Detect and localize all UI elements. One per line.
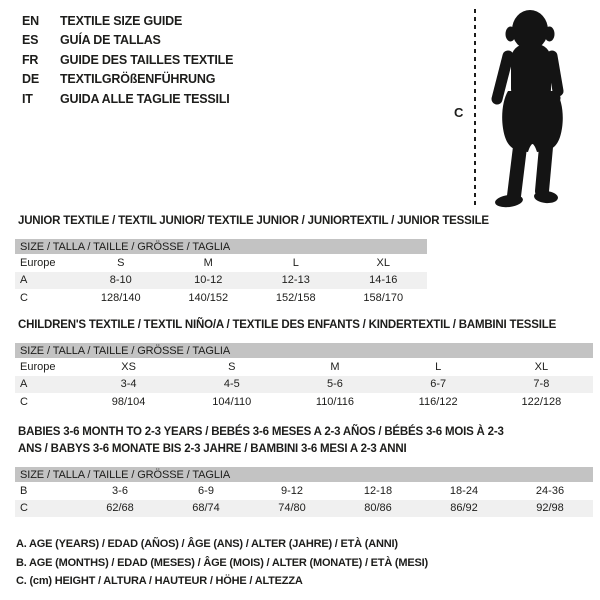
table-title: CHILDREN'S TEXTILE / TEXTIL NIÑO/A / TEXTILE DES ENFANTS / KINDERTEXTIL / BAMBINI TESSILE [18,319,557,331]
measure-c-label: C [454,105,464,120]
row-label: C [20,291,28,304]
footnotes [16,535,428,591]
size-cell: XL [376,256,390,269]
size-cell: 12-13 [281,274,310,287]
size-cell: XL [534,360,549,373]
size-cell: M [330,360,340,373]
size-cell: 12-18 [363,484,393,497]
size-cell: L [292,256,299,269]
size-cell: M [203,256,213,269]
row-label: B [20,484,28,497]
language-label: TEXTILE SIZE GUIDE [60,14,183,28]
size-cell: 104/110 [212,395,252,408]
language-row [22,70,233,89]
size-table [15,239,427,307]
size-cell: 7-8 [533,378,550,391]
language-label: GUIDA ALLE TAGLIE TESSILI [60,91,230,106]
height-dashed-line [474,9,476,208]
row-label: Europe [20,360,56,373]
size-cell: S [228,360,236,373]
table-row [15,482,593,500]
table-header-row [15,239,427,254]
size-cell: 116/122 [418,395,458,408]
note-line: B. AGE (MONTHS) / EDAD (MESES) / ÂGE (MOIS) / ALTER (MONATE) / ETÀ (MESI) [16,556,428,569]
table-header-row [15,467,593,482]
table-row [15,272,427,290]
size-cell: 68/74 [192,502,220,515]
language-code: ES [22,33,39,48]
table-row [15,376,593,394]
note-line: C. (cm) HEIGHT / ALTURA / HAUTEUR / HÖHE / ALTEZZA [16,575,303,588]
size-cell: 9-12 [280,484,304,497]
size-cell: 74/80 [278,502,306,515]
size-cell: 4-5 [223,378,240,391]
size-cell: 158/170 [363,291,404,304]
size-cell: 24-36 [535,484,565,497]
size-cell: L [435,360,442,373]
size-cell: XS [121,360,136,373]
row-label: A [20,274,28,287]
row-label: C [20,395,28,408]
language-row [22,31,233,50]
table-header-bar: SIZE / TALLA / TAILLE / GRÖSSE / TAGLIA [15,343,593,358]
size-cell: 92/98 [536,502,564,515]
size-cell: 140/152 [188,291,229,304]
language-label: GUIDE DES TAILLES TEXTILE [60,52,234,67]
language-row [22,90,233,109]
language-label: TEXTILGRÖßENFÜHRUNG [60,72,216,87]
size-cell: 3-4 [120,378,137,391]
row-label: C [20,502,28,515]
size-cell: 14-16 [369,274,398,287]
language-code: EN [22,14,39,28]
language-code: FR [22,52,39,67]
size-cell: 3-6 [112,484,128,497]
table-row [15,393,593,411]
language-row [22,12,233,31]
size-cell: S [117,256,125,269]
size-table-section [15,318,593,411]
size-cell: 98/104 [111,395,146,408]
table-header-bar: SIZE / TALLA / TAILLE / GRÖSSE / TAGLIA [15,467,593,482]
size-cell: 152/158 [275,291,316,304]
size-cell: 6-9 [198,484,214,497]
size-table [15,343,593,411]
table-title: BABIES 3-6 MONTH TO 2-3 YEARS / BEBÉS 3-6 MESES A 2-3 AÑOS / BÉBÉS 3-6 MOIS À 2-3 ANS / BABYS 3-6 MONATE BIS 2-3 JAHRE / BAMBINI 3-6 MESI A 2-3 ANNI [18,426,504,455]
language-code: DE [22,72,39,87]
size-cell: 80/86 [364,502,392,515]
size-cell: 62/68 [106,502,134,515]
row-label: Europe [20,256,56,269]
language-row [22,51,233,70]
size-cell: 10-12 [194,274,223,287]
size-cell: 86/92 [450,502,478,515]
table-row [15,500,593,518]
size-cell: 122/128 [521,395,562,408]
table-header-row [15,343,593,358]
size-table-section [15,214,489,307]
size-cell: 6-7 [430,378,447,391]
size-table [15,467,593,517]
table-row [15,358,593,376]
size-cell: 18-24 [449,484,479,497]
row-label: A [20,378,28,391]
language-list [22,12,233,109]
note-line: A. AGE (YEARS) / EDAD (AÑOS) / ÂGE (ANS) / ALTER (JAHRE) / ETÀ (ANNI) [16,538,398,550]
table-title: JUNIOR TEXTILE / TEXTIL JUNIOR/ TEXTILE JUNIOR / JUNIORTEXTIL / JUNIOR TESSILE [18,215,489,227]
baby-silhouette-icon [484,7,584,211]
language-label: GUÍA DE TALLAS [60,33,161,48]
language-code: IT [22,91,33,106]
size-cell: 5-6 [327,378,343,391]
size-cell: 110/116 [315,395,355,408]
size-table-section [15,424,593,517]
size-cell: 8-10 [109,274,132,287]
height-measure-figure [450,6,590,212]
size-cell: 128/140 [100,291,141,304]
table-header-bar: SIZE / TALLA / TAILLE / GRÖSSE / TAGLIA [15,239,427,254]
table-row [15,254,427,272]
table-row [15,289,427,307]
